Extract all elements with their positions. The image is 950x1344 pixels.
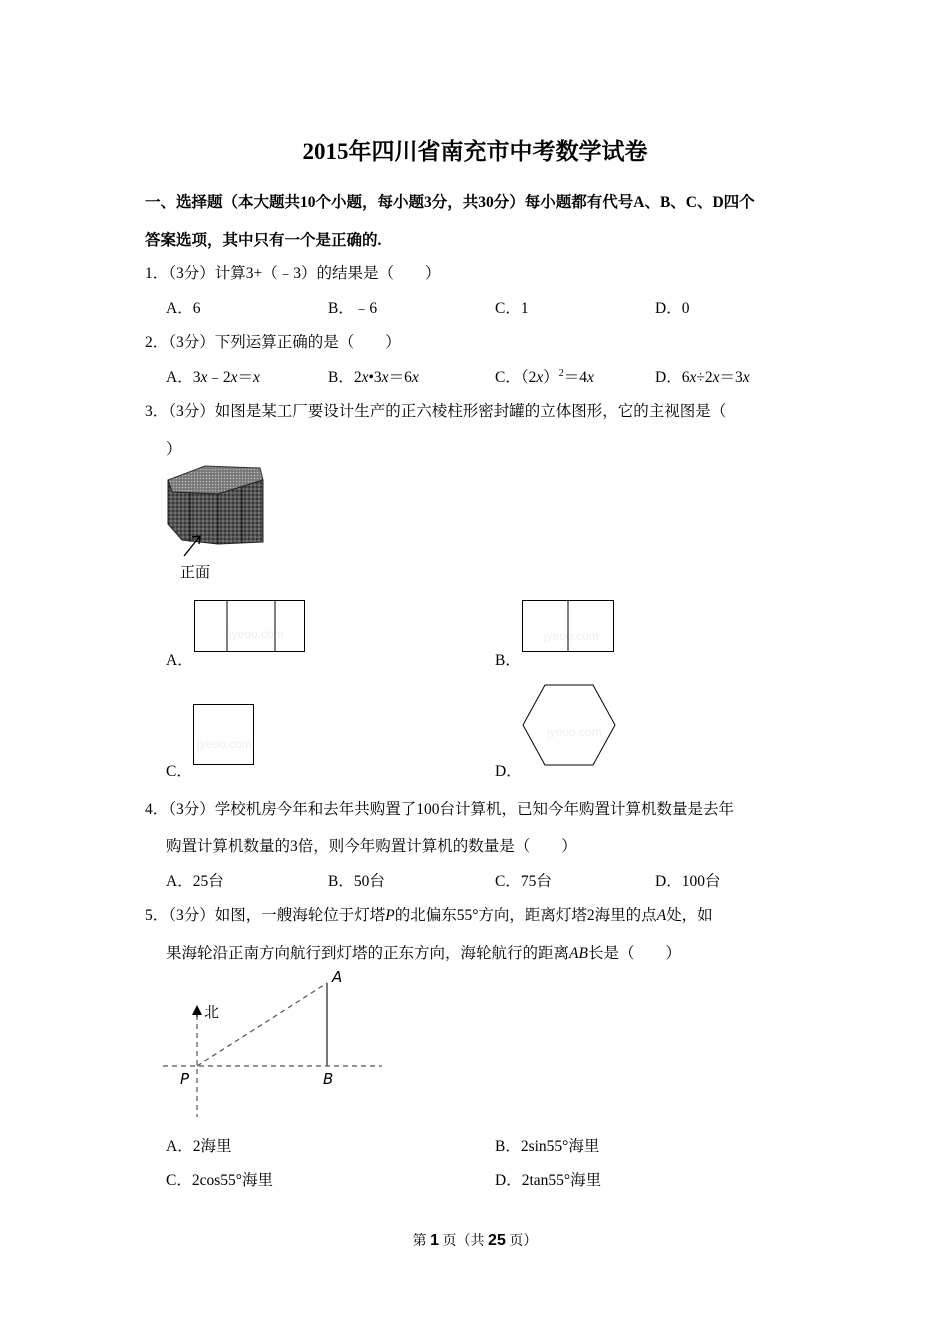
q3-option-c-label: C． xyxy=(166,763,192,780)
q4-option-d: D．100台 xyxy=(655,873,721,890)
q4-option-b: B．50台 xyxy=(328,873,385,890)
section-heading-line2: 答案选项，其中只有一个是正确的. xyxy=(145,232,382,249)
q1-option-d: D．0 xyxy=(655,300,690,317)
watermark: jyeoo.com xyxy=(229,627,284,641)
q3-option-d-label: D． xyxy=(495,763,522,780)
q3-option-a-figure xyxy=(194,600,306,653)
q5-option-c: C．2cos55°海里 xyxy=(166,1172,273,1189)
point-p-label: P xyxy=(180,1070,190,1088)
watermark: jyeoo.com xyxy=(547,725,602,739)
q4-option-c: C．75台 xyxy=(495,873,552,890)
q3-option-b-label: B． xyxy=(495,652,521,669)
front-label: 正面 xyxy=(180,564,211,581)
q3-option-a-label: A． xyxy=(166,652,193,669)
q1-stem: 1．（3分）计算3+（﹣3）的结果是（ ） xyxy=(145,265,441,282)
north-label: 北 xyxy=(204,1003,220,1021)
q5-option-a: A．2海里 xyxy=(166,1138,232,1155)
point-b-label: B xyxy=(323,1070,334,1088)
q4-stem-line2: 购置计算机数量的3倍，则今年购置计算机的数量是（ ） xyxy=(166,838,577,855)
q2-option-b: B．2x•3x＝6x xyxy=(328,369,419,386)
q2-option-a: A．3x﹣2x＝x xyxy=(166,369,260,386)
page-footer: 第 1 页（共 25 页） xyxy=(412,1232,538,1249)
q2-option-c: C．$(2x)^2=4x$ xyxy=(495,367,594,386)
q5-stem-line2: 果海轮沿正南方向航行到灯塔的正东方向，海轮航行的距离AB长是（ ） xyxy=(166,945,681,962)
watermark: jyeoo.com xyxy=(197,737,252,751)
point-a-label: A xyxy=(332,968,343,986)
q5-option-d: D．2tan55°海里 xyxy=(495,1172,602,1189)
page-number: 1 xyxy=(430,1232,440,1249)
q3-option-d-figure xyxy=(522,684,617,768)
q4-stem-line1: 4．（3分）学校机房今年和去年共购置了100台计算机，已知今年购置计算机数量是去年 xyxy=(145,801,735,818)
front-arrow-icon xyxy=(178,530,208,560)
north-arrow-icon xyxy=(192,1005,202,1017)
q1-option-b: B．﹣6 xyxy=(328,300,378,317)
hexagonal-prism-figure xyxy=(160,462,270,582)
page-total: 25 xyxy=(488,1232,506,1249)
section-heading-line1: 一、选择题（本大题共10个小题，每小题3分，共30分）每小题都有代号A、B、C、D四个 xyxy=(145,194,755,211)
q3-option-c-figure xyxy=(193,704,255,766)
watermark: jyeoo.com xyxy=(544,629,599,643)
q2-option-d: D．6x÷2x＝3x xyxy=(655,369,750,386)
q3-option-b-figure xyxy=(522,600,615,653)
q1-option-c: C．1 xyxy=(495,300,529,317)
q1-option-a: A．6 xyxy=(166,300,201,317)
q5-option-b: B．2sin55°海里 xyxy=(495,1138,600,1155)
page-title: 2015年四川省南充市中考数学试卷 xyxy=(302,139,648,164)
q2-stem: 2．（3分）下列运算正确的是（ ） xyxy=(145,334,401,351)
q5-stem-line1: 5．（3分）如图，一艘海轮位于灯塔P的北偏东55°方向，距离灯塔2海里的点A处，如 xyxy=(145,907,713,924)
q4-option-a: A．25台 xyxy=(166,873,224,890)
q5-geometry-figure xyxy=(160,965,390,1120)
q3-stem-line1: 3．（3分）如图是某工厂要设计生产的正六棱柱形密封罐的立体图形，它的主视图是（ xyxy=(145,403,727,420)
q3-stem-line2: ） xyxy=(166,441,182,458)
